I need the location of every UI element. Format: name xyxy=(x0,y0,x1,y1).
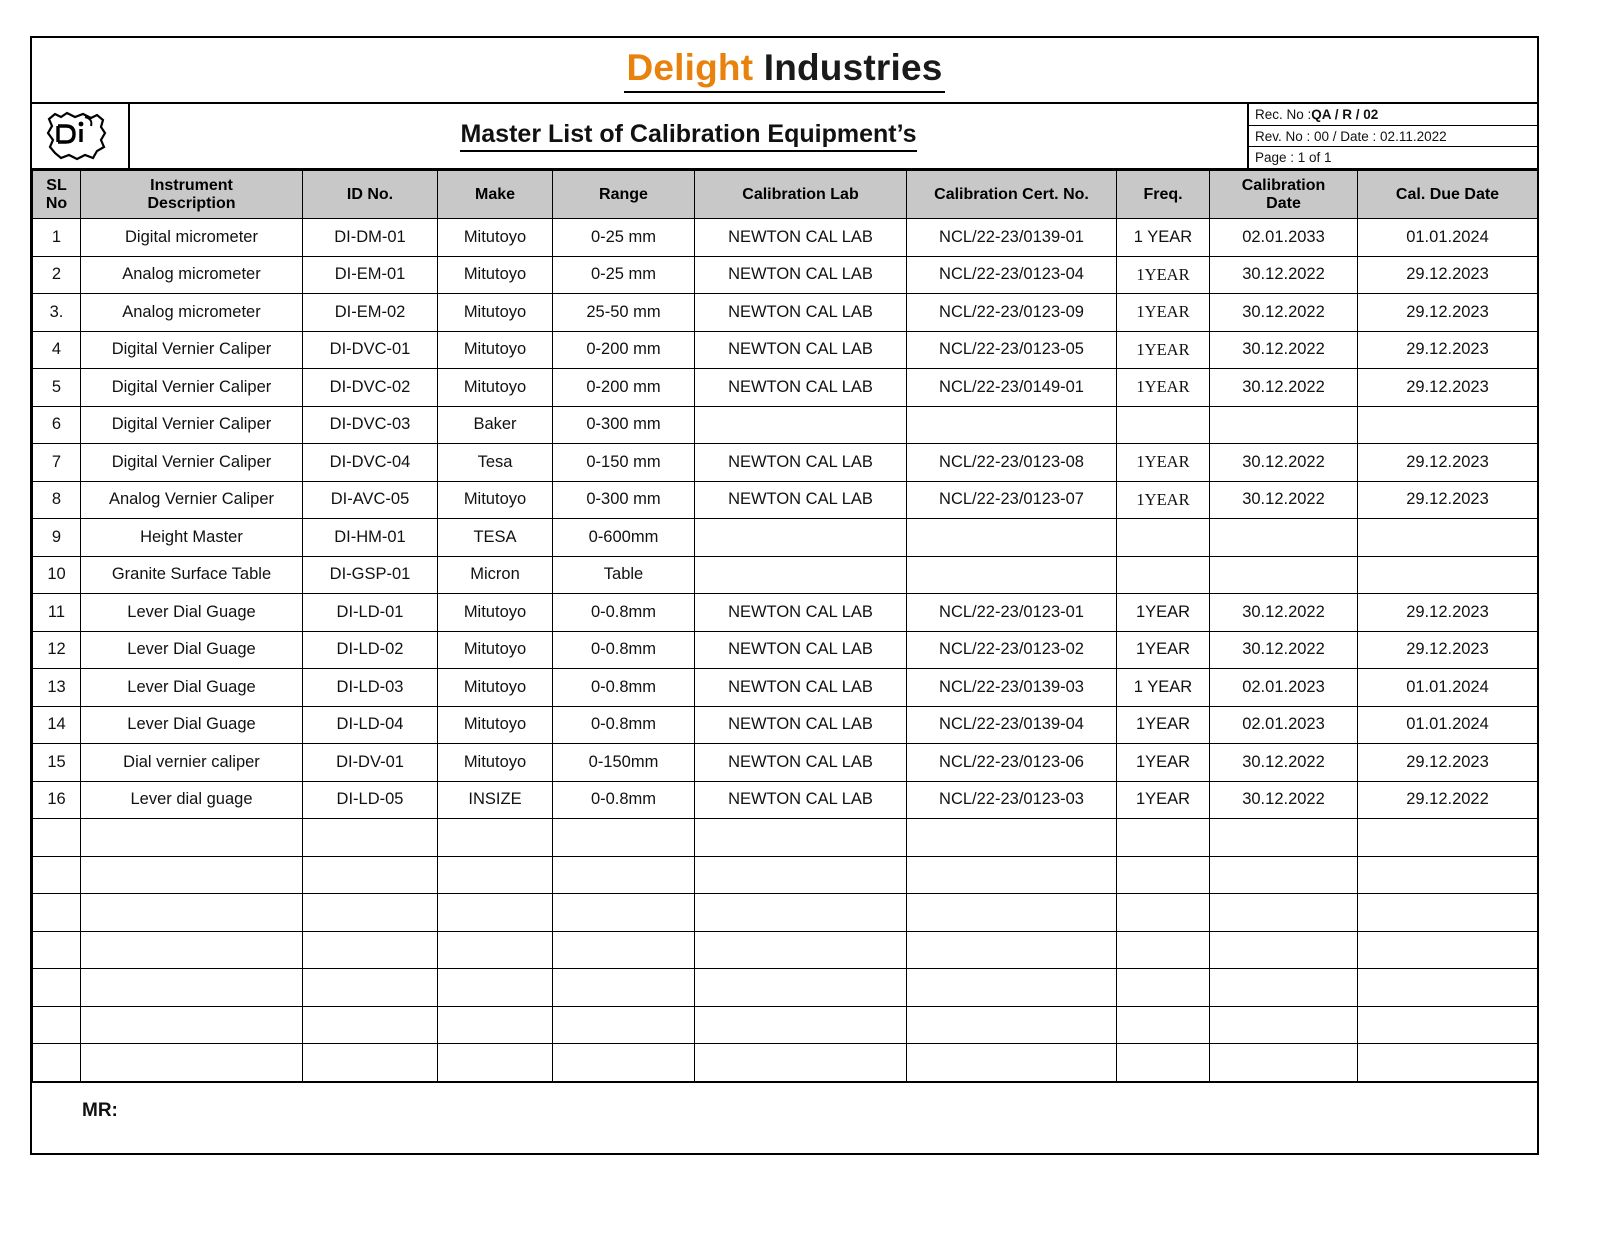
table-cell xyxy=(1210,931,1358,969)
table-cell: Lever Dial Guage xyxy=(81,594,303,632)
table-cell xyxy=(907,894,1117,932)
table-cell xyxy=(1210,894,1358,932)
table-cell: 14 xyxy=(33,706,81,744)
table-cell xyxy=(553,931,695,969)
table-cell: 0-150mm xyxy=(553,744,695,782)
table-cell: Analog Vernier Caliper xyxy=(81,481,303,519)
table-cell xyxy=(438,1044,553,1082)
table-cell: 1 xyxy=(33,219,81,257)
table-cell: NCL/22-23/0123-06 xyxy=(907,744,1117,782)
table-cell xyxy=(1210,406,1358,444)
table-cell: DI-DM-01 xyxy=(303,219,438,257)
table-cell xyxy=(1210,856,1358,894)
table-cell xyxy=(1117,519,1210,557)
table-cell xyxy=(1117,1006,1210,1044)
table-row xyxy=(33,594,1538,632)
table-cell: 30.12.2022 xyxy=(1210,481,1358,519)
table-cell xyxy=(438,931,553,969)
table-cell: NEWTON CAL LAB xyxy=(695,669,907,707)
table-cell: 29.12.2023 xyxy=(1358,444,1538,482)
table-cell: Lever Dial Guage xyxy=(81,706,303,744)
table-cell: 29.12.2023 xyxy=(1358,256,1538,294)
table-cell: 30.12.2022 xyxy=(1210,331,1358,369)
table-cell xyxy=(1358,1044,1538,1082)
table-cell xyxy=(438,969,553,1007)
revision-line: Rev. No : 00 / Date : 02.11.2022 xyxy=(1249,126,1537,148)
table-cell: Mitutoyo xyxy=(438,369,553,407)
table-cell: 1YEAR xyxy=(1117,744,1210,782)
table-cell: TESA xyxy=(438,519,553,557)
company-title xyxy=(624,47,944,93)
table-column-header-4: Range xyxy=(553,171,695,219)
table-cell: Analog micrometer xyxy=(81,256,303,294)
table-cell xyxy=(1358,406,1538,444)
table-cell: NCL/22-23/0139-04 xyxy=(907,706,1117,744)
table-cell: Lever Dial Guage xyxy=(81,631,303,669)
table-cell xyxy=(303,969,438,1007)
logo-cell xyxy=(32,104,130,168)
table-cell: 9 xyxy=(33,519,81,557)
company-title-first: Delight xyxy=(626,47,754,89)
table-row xyxy=(33,669,1538,707)
table-cell: 29.12.2023 xyxy=(1358,481,1538,519)
table-cell xyxy=(81,894,303,932)
table-cell: 1YEAR xyxy=(1117,594,1210,632)
table-cell: 0-0.8mm xyxy=(553,781,695,819)
table-cell xyxy=(1117,894,1210,932)
table-cell: NCL/22-23/0123-09 xyxy=(907,294,1117,332)
table-cell: 2 xyxy=(33,256,81,294)
table-cell: Digital Vernier Caliper xyxy=(81,406,303,444)
table-cell xyxy=(438,819,553,857)
table-cell: NEWTON CAL LAB xyxy=(695,219,907,257)
table-cell: 5 xyxy=(33,369,81,407)
table-cell xyxy=(33,1044,81,1082)
table-row xyxy=(33,706,1538,744)
table-cell xyxy=(1210,1044,1358,1082)
table-cell: 1YEAR xyxy=(1117,781,1210,819)
table-cell: Mitutoyo xyxy=(438,331,553,369)
table-cell xyxy=(33,1006,81,1044)
table-cell xyxy=(907,1006,1117,1044)
table-cell: 10 xyxy=(33,556,81,594)
table-cell: DI-DV-01 xyxy=(303,744,438,782)
table-cell xyxy=(1117,1044,1210,1082)
table-cell xyxy=(553,894,695,932)
table-row xyxy=(33,819,1538,857)
table-cell xyxy=(695,969,907,1007)
table-cell: 0-200 mm xyxy=(553,369,695,407)
table-cell xyxy=(303,1006,438,1044)
table-cell: NEWTON CAL LAB xyxy=(695,706,907,744)
table-cell: 30.12.2022 xyxy=(1210,444,1358,482)
table-cell xyxy=(907,1044,1117,1082)
company-title-second: Industries xyxy=(753,47,943,89)
table-cell: 30.12.2022 xyxy=(1210,256,1358,294)
document-title: Master List of Calibration Equipment’s xyxy=(460,120,916,152)
table-row xyxy=(33,219,1538,257)
table-cell: Mitutoyo xyxy=(438,256,553,294)
table-cell xyxy=(303,931,438,969)
table-cell: DI-LD-01 xyxy=(303,594,438,632)
table-cell: 15 xyxy=(33,744,81,782)
table-cell: 3. xyxy=(33,294,81,332)
table-cell: NEWTON CAL LAB xyxy=(695,369,907,407)
table-column-header-6: Calibration Cert. No. xyxy=(907,171,1117,219)
table-cell: 29.12.2023 xyxy=(1358,744,1538,782)
calibration-equipment-table xyxy=(32,170,1538,1082)
table-cell xyxy=(33,819,81,857)
table-cell: NCL/22-23/0139-01 xyxy=(907,219,1117,257)
table-row xyxy=(33,481,1538,519)
table-cell: 0-0.8mm xyxy=(553,594,695,632)
table-cell xyxy=(303,856,438,894)
table-cell: 13 xyxy=(33,669,81,707)
table-cell: 29.12.2023 xyxy=(1358,369,1538,407)
table-cell: 1 YEAR xyxy=(1117,669,1210,707)
table-cell: NCL/22-23/0123-02 xyxy=(907,631,1117,669)
table-body xyxy=(33,219,1538,1082)
table-cell xyxy=(303,894,438,932)
table-cell: 01.01.2024 xyxy=(1358,706,1538,744)
table-cell: Digital Vernier Caliper xyxy=(81,444,303,482)
table-cell: 1 YEAR xyxy=(1117,219,1210,257)
mr-signature-band xyxy=(32,1082,1537,1140)
table-cell: 8 xyxy=(33,481,81,519)
table-cell xyxy=(1210,1006,1358,1044)
table-cell: 30.12.2022 xyxy=(1210,369,1358,407)
table-cell: 7 xyxy=(33,444,81,482)
table-cell: Mitutoyo xyxy=(438,706,553,744)
table-cell: 0-200 mm xyxy=(553,331,695,369)
table-cell: NEWTON CAL LAB xyxy=(695,744,907,782)
table-cell: NCL/22-23/0123-03 xyxy=(907,781,1117,819)
table-cell xyxy=(81,969,303,1007)
table-row xyxy=(33,781,1538,819)
table-cell: NEWTON CAL LAB xyxy=(695,631,907,669)
table-header xyxy=(33,171,1538,219)
table-cell: 1YEAR xyxy=(1117,331,1210,369)
table-row xyxy=(33,1044,1538,1082)
table-cell: Digital Vernier Caliper xyxy=(81,331,303,369)
table-cell: DI-HM-01 xyxy=(303,519,438,557)
table-cell: 4 xyxy=(33,331,81,369)
table-cell: DI-DVC-02 xyxy=(303,369,438,407)
table-cell xyxy=(438,1006,553,1044)
table-cell xyxy=(33,856,81,894)
table-cell xyxy=(303,1044,438,1082)
table-row xyxy=(33,969,1538,1007)
table-cell: 12 xyxy=(33,631,81,669)
table-cell: NCL/22-23/0123-01 xyxy=(907,594,1117,632)
table-cell: NCL/22-23/0123-07 xyxy=(907,481,1117,519)
table-cell: DI-LD-02 xyxy=(303,631,438,669)
table-cell: 30.12.2022 xyxy=(1210,294,1358,332)
table-cell: Analog micrometer xyxy=(81,294,303,332)
table-column-header-1: Instrument Description xyxy=(81,171,303,219)
table-cell xyxy=(81,931,303,969)
table-cell: 30.12.2022 xyxy=(1210,594,1358,632)
table-cell xyxy=(553,969,695,1007)
table-cell: DI-DVC-04 xyxy=(303,444,438,482)
table-cell: Baker xyxy=(438,406,553,444)
table-row xyxy=(33,369,1538,407)
table-cell xyxy=(695,556,907,594)
table-cell: DI-LD-05 xyxy=(303,781,438,819)
table-row xyxy=(33,519,1538,557)
table-cell: Granite Surface Table xyxy=(81,556,303,594)
table-cell: DI-DVC-03 xyxy=(303,406,438,444)
table-cell: Mitutoyo xyxy=(438,594,553,632)
table-row xyxy=(33,294,1538,332)
table-row xyxy=(33,931,1538,969)
table-cell xyxy=(907,519,1117,557)
table-cell xyxy=(907,819,1117,857)
table-cell xyxy=(1358,519,1538,557)
table-cell: DI-LD-03 xyxy=(303,669,438,707)
table-cell: 1YEAR xyxy=(1117,481,1210,519)
table-cell xyxy=(1358,931,1538,969)
table-cell xyxy=(1210,519,1358,557)
table-cell: Digital micrometer xyxy=(81,219,303,257)
table-cell: 16 xyxy=(33,781,81,819)
table-cell: 1YEAR xyxy=(1117,706,1210,744)
table-cell: NCL/22-23/0123-08 xyxy=(907,444,1117,482)
table-row xyxy=(33,744,1538,782)
table-cell xyxy=(695,931,907,969)
table-cell: NEWTON CAL LAB xyxy=(695,481,907,519)
table-cell xyxy=(1358,1006,1538,1044)
table-cell: 0-0.8mm xyxy=(553,631,695,669)
table-cell: 29.12.2023 xyxy=(1358,594,1538,632)
table-cell xyxy=(1358,819,1538,857)
table-cell xyxy=(695,894,907,932)
table-cell xyxy=(1117,406,1210,444)
table-cell xyxy=(695,1044,907,1082)
table-cell: DI-EM-02 xyxy=(303,294,438,332)
table-cell: 0-0.8mm xyxy=(553,669,695,707)
record-no-label: Rec. No : xyxy=(1255,106,1312,122)
table-cell xyxy=(1358,556,1538,594)
table-cell xyxy=(1358,894,1538,932)
table-row xyxy=(33,331,1538,369)
table-cell: 1YEAR xyxy=(1117,256,1210,294)
record-no-value: QA / R / 02 xyxy=(1311,106,1379,122)
table-row xyxy=(33,256,1538,294)
table-cell: NCL/22-23/0123-05 xyxy=(907,331,1117,369)
table-cell: NEWTON CAL LAB xyxy=(695,781,907,819)
table-cell: Micron xyxy=(438,556,553,594)
table-cell xyxy=(553,856,695,894)
table-cell xyxy=(907,856,1117,894)
table-row xyxy=(33,1006,1538,1044)
table-cell: 11 xyxy=(33,594,81,632)
table-cell: 30.12.2022 xyxy=(1210,631,1358,669)
table-cell xyxy=(81,856,303,894)
table-cell: DI-LD-04 xyxy=(303,706,438,744)
table-cell: NEWTON CAL LAB xyxy=(695,331,907,369)
table-cell xyxy=(1117,856,1210,894)
table-cell xyxy=(33,894,81,932)
table-cell: 0-25 mm xyxy=(553,256,695,294)
table-cell: 0-300 mm xyxy=(553,481,695,519)
table-cell: 1YEAR xyxy=(1117,369,1210,407)
table-cell xyxy=(1117,969,1210,1007)
table-column-header-8: Calibration Date xyxy=(1210,171,1358,219)
table-cell: NCL/22-23/0139-03 xyxy=(907,669,1117,707)
table-cell: Lever dial guage xyxy=(81,781,303,819)
table-cell xyxy=(553,1006,695,1044)
table-cell: 01.01.2024 xyxy=(1358,669,1538,707)
table-cell xyxy=(907,556,1117,594)
table-cell: 29.12.2022 xyxy=(1358,781,1538,819)
table-cell xyxy=(33,931,81,969)
table-cell: 0-600mm xyxy=(553,519,695,557)
table-row xyxy=(33,406,1538,444)
table-cell: 29.12.2023 xyxy=(1358,331,1538,369)
table-cell: NCL/22-23/0123-04 xyxy=(907,256,1117,294)
table-cell: 0-25 mm xyxy=(553,219,695,257)
table-cell: DI-AVC-05 xyxy=(303,481,438,519)
table-cell xyxy=(81,1044,303,1082)
table-cell: 0-300 mm xyxy=(553,406,695,444)
table-column-header-5: Calibration Lab xyxy=(695,171,907,219)
table-cell: 30.12.2022 xyxy=(1210,781,1358,819)
table-cell: 1YEAR xyxy=(1117,444,1210,482)
table-cell: Lever Dial Guage xyxy=(81,669,303,707)
table-cell: 02.01.2023 xyxy=(1210,706,1358,744)
table-cell xyxy=(438,856,553,894)
table-cell xyxy=(1358,856,1538,894)
table-cell: 02.01.2023 xyxy=(1210,669,1358,707)
table-cell xyxy=(1117,819,1210,857)
table-column-header-9: Cal. Due Date xyxy=(1358,171,1538,219)
table-cell: NCL/22-23/0149-01 xyxy=(907,369,1117,407)
table-column-header-2: ID No. xyxy=(303,171,438,219)
table-cell xyxy=(33,969,81,1007)
table-row xyxy=(33,856,1538,894)
table-cell: 0-0.8mm xyxy=(553,706,695,744)
company-title-band xyxy=(32,38,1537,104)
table-row xyxy=(33,631,1538,669)
table-cell: Mitutoyo xyxy=(438,631,553,669)
table-cell: INSIZE xyxy=(438,781,553,819)
table-cell xyxy=(1117,556,1210,594)
document-frame xyxy=(30,36,1539,1155)
table-cell xyxy=(907,969,1117,1007)
table-cell: DI-GSP-01 xyxy=(303,556,438,594)
table-cell: Mitutoyo xyxy=(438,294,553,332)
table-cell: Dial vernier caliper xyxy=(81,744,303,782)
table-cell: 0-150 mm xyxy=(553,444,695,482)
table-cell: DI-DVC-01 xyxy=(303,331,438,369)
table-cell xyxy=(553,1044,695,1082)
mr-label: MR: xyxy=(82,1100,118,1121)
table-header-row xyxy=(33,171,1538,219)
record-info-cell xyxy=(1247,104,1537,168)
table-cell: Mitutoyo xyxy=(438,744,553,782)
table-cell xyxy=(695,1006,907,1044)
table-cell: 6 xyxy=(33,406,81,444)
table-cell xyxy=(695,856,907,894)
table-cell: NEWTON CAL LAB xyxy=(695,256,907,294)
table-cell xyxy=(1117,931,1210,969)
table-row xyxy=(33,894,1538,932)
table-cell: 29.12.2023 xyxy=(1358,631,1538,669)
table-cell xyxy=(81,1006,303,1044)
table-cell xyxy=(1210,556,1358,594)
table-cell: 1YEAR xyxy=(1117,631,1210,669)
table-cell: Mitutoyo xyxy=(438,481,553,519)
table-cell: 02.01.2033 xyxy=(1210,219,1358,257)
table-cell: Digital Vernier Caliper xyxy=(81,369,303,407)
table-cell xyxy=(695,406,907,444)
table-row xyxy=(33,556,1538,594)
table-cell: 1YEAR xyxy=(1117,294,1210,332)
table-cell: NEWTON CAL LAB xyxy=(695,444,907,482)
table-cell xyxy=(553,819,695,857)
company-logo-icon xyxy=(45,109,115,163)
table-cell: 30.12.2022 xyxy=(1210,744,1358,782)
table-column-header-0: SL No xyxy=(33,171,81,219)
table-cell: 01.01.2024 xyxy=(1358,219,1538,257)
table-cell xyxy=(1358,969,1538,1007)
table-cell xyxy=(907,406,1117,444)
table-row xyxy=(33,444,1538,482)
table-column-header-3: Make xyxy=(438,171,553,219)
table-cell: NEWTON CAL LAB xyxy=(695,294,907,332)
document-title-cell xyxy=(130,104,1247,168)
table-cell xyxy=(81,819,303,857)
table-cell xyxy=(1210,819,1358,857)
table-cell: NEWTON CAL LAB xyxy=(695,594,907,632)
document-header-band xyxy=(32,104,1537,170)
table-column-header-7: Freq. xyxy=(1117,171,1210,219)
table-cell: Table xyxy=(553,556,695,594)
table-cell: 25-50 mm xyxy=(553,294,695,332)
table-cell xyxy=(695,519,907,557)
table-cell: Mitutoyo xyxy=(438,669,553,707)
table-cell xyxy=(907,931,1117,969)
table-cell: Height Master xyxy=(81,519,303,557)
record-no-line xyxy=(1249,104,1537,126)
table-cell: 29.12.2023 xyxy=(1358,294,1538,332)
table-cell xyxy=(695,819,907,857)
table-cell: DI-EM-01 xyxy=(303,256,438,294)
table-cell xyxy=(1210,969,1358,1007)
table-cell: Tesa xyxy=(438,444,553,482)
table-cell xyxy=(438,894,553,932)
table-cell xyxy=(303,819,438,857)
table-cell: Mitutoyo xyxy=(438,219,553,257)
page-line: Page : 1 of 1 xyxy=(1255,150,1332,166)
